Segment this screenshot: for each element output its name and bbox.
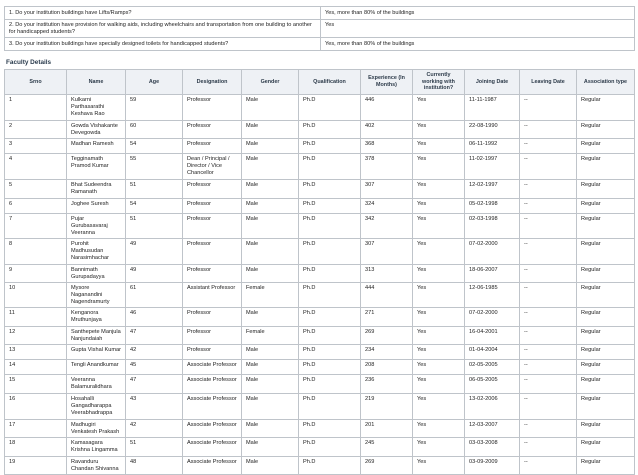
- cell-association-type: Regular: [577, 393, 635, 419]
- cell-joining-date: 06-11-1992: [465, 139, 520, 154]
- cell-leaving-date: --: [520, 120, 577, 138]
- cell-association-type: Regular: [577, 264, 635, 282]
- cell-qualification: Ph.D: [299, 308, 361, 326]
- cell-experience: 269: [361, 456, 413, 474]
- cell-currently-working: Yes: [413, 264, 465, 282]
- cell-designation: Professor: [183, 120, 242, 138]
- question-row: [5, 38, 635, 51]
- cell-joining-date: 16-04-2001: [465, 326, 520, 344]
- cell-leaving-date: --: [520, 198, 577, 213]
- cell-currently-working: Yes: [413, 375, 465, 393]
- cell-currently-working: Yes: [413, 456, 465, 474]
- cell-qualification: Ph.D: [299, 94, 361, 120]
- cell-association-type: Regular: [577, 345, 635, 360]
- cell-designation: Associate Professor: [183, 438, 242, 456]
- faculty-row: [5, 180, 635, 198]
- cell-joining-date: 13-02-2006: [465, 393, 520, 419]
- cell-currently-working: Yes: [413, 360, 465, 375]
- cell-name: Ravanduru Chandan Shivanna: [67, 456, 126, 474]
- cell-qualification: Ph.D: [299, 198, 361, 213]
- cell-srno: 17: [5, 419, 67, 437]
- cell-srno: 4: [5, 154, 67, 180]
- cell-qualification: Ph.D: [299, 345, 361, 360]
- cell-association-type: Regular: [577, 360, 635, 375]
- cell-currently-working: Yes: [413, 283, 465, 308]
- cell-name: Madhugiri Venkatesh Prakash: [67, 419, 126, 437]
- faculty-row: [5, 120, 635, 138]
- cell-srno: 3: [5, 139, 67, 154]
- cell-experience: 324: [361, 198, 413, 213]
- cell-experience: 269: [361, 326, 413, 344]
- cell-gender: Female: [242, 326, 299, 344]
- cell-currently-working: Yes: [413, 239, 465, 264]
- answer-text: Yes: [321, 20, 635, 38]
- cell-joining-date: 11-02-1997: [465, 154, 520, 180]
- col-header-association-type: Association type: [577, 70, 635, 94]
- cell-age: 47: [126, 326, 183, 344]
- cell-leaving-date: --: [520, 456, 577, 474]
- faculty-table: [4, 69, 635, 475]
- cell-leaving-date: --: [520, 283, 577, 308]
- faculty-row: [5, 264, 635, 282]
- cell-age: 49: [126, 239, 183, 264]
- cell-gender: Female: [242, 283, 299, 308]
- cell-designation: Associate Professor: [183, 419, 242, 437]
- cell-leaving-date: --: [520, 94, 577, 120]
- cell-joining-date: 18-06-2007: [465, 264, 520, 282]
- cell-gender: Male: [242, 438, 299, 456]
- faculty-row: [5, 326, 635, 344]
- cell-name: Veeranna Balamuralidhara: [67, 375, 126, 393]
- col-header-qualification: Qualification: [299, 70, 361, 94]
- cell-experience: 201: [361, 419, 413, 437]
- col-header-joining-date: Joining Date: [465, 70, 520, 94]
- cell-designation: Professor: [183, 94, 242, 120]
- cell-association-type: Regular: [577, 456, 635, 474]
- cell-gender: Male: [242, 120, 299, 138]
- cell-srno: 11: [5, 308, 67, 326]
- cell-name: Hosahalli Gangadharappa Veerabhadrappa: [67, 393, 126, 419]
- cell-srno: 2: [5, 120, 67, 138]
- cell-association-type: Regular: [577, 438, 635, 456]
- cell-gender: Male: [242, 94, 299, 120]
- cell-joining-date: 22-08-1990: [465, 120, 520, 138]
- cell-designation: Professor: [183, 308, 242, 326]
- faculty-row: [5, 213, 635, 238]
- cell-name: Madhan Ramesh: [67, 139, 126, 154]
- cell-joining-date: 02-05-2005: [465, 360, 520, 375]
- cell-srno: 6: [5, 198, 67, 213]
- cell-name: Bhat Sudeendra Ramanath: [67, 180, 126, 198]
- col-header-age: Age: [126, 70, 183, 94]
- cell-leaving-date: --: [520, 264, 577, 282]
- cell-experience: 208: [361, 360, 413, 375]
- cell-designation: Professor: [183, 180, 242, 198]
- cell-age: 45: [126, 360, 183, 375]
- cell-experience: 444: [361, 283, 413, 308]
- cell-currently-working: Yes: [413, 345, 465, 360]
- cell-name: Kamasagara Krishna Lingamma: [67, 438, 126, 456]
- col-header-currently-working: Currently working with institution?: [413, 70, 465, 94]
- cell-srno: 7: [5, 213, 67, 238]
- cell-association-type: Regular: [577, 283, 635, 308]
- cell-designation: Associate Professor: [183, 360, 242, 375]
- faculty-row: [5, 438, 635, 456]
- cell-joining-date: 11-11-1987: [465, 94, 520, 120]
- cell-srno: 10: [5, 283, 67, 308]
- cell-name: Gowda Vishakante Devegowda: [67, 120, 126, 138]
- cell-currently-working: Yes: [413, 326, 465, 344]
- cell-srno: 13: [5, 345, 67, 360]
- cell-srno: 16: [5, 393, 67, 419]
- faculty-row: [5, 360, 635, 375]
- cell-qualification: Ph.D: [299, 264, 361, 282]
- cell-gender: Male: [242, 213, 299, 238]
- cell-qualification: Ph.D: [299, 154, 361, 180]
- faculty-row: [5, 154, 635, 180]
- cell-experience: 402: [361, 120, 413, 138]
- cell-leaving-date: --: [520, 375, 577, 393]
- cell-age: 55: [126, 154, 183, 180]
- cell-gender: Male: [242, 264, 299, 282]
- faculty-row: [5, 94, 635, 120]
- cell-association-type: Regular: [577, 213, 635, 238]
- cell-experience: 307: [361, 180, 413, 198]
- col-header-name: Name: [67, 70, 126, 94]
- cell-currently-working: Yes: [413, 154, 465, 180]
- faculty-row: [5, 139, 635, 154]
- cell-gender: Male: [242, 393, 299, 419]
- cell-srno: 18: [5, 438, 67, 456]
- cell-association-type: Regular: [577, 375, 635, 393]
- cell-gender: Male: [242, 345, 299, 360]
- cell-joining-date: 01-04-2004: [465, 345, 520, 360]
- cell-joining-date: 05-02-1998: [465, 198, 520, 213]
- cell-qualification: Ph.D: [299, 213, 361, 238]
- cell-qualification: Ph.D: [299, 326, 361, 344]
- cell-designation: Professor: [183, 326, 242, 344]
- cell-gender: Male: [242, 375, 299, 393]
- cell-association-type: Regular: [577, 139, 635, 154]
- cell-leaving-date: --: [520, 213, 577, 238]
- cell-joining-date: 03-03-2008: [465, 438, 520, 456]
- cell-joining-date: 06-05-2005: [465, 375, 520, 393]
- cell-age: 54: [126, 198, 183, 213]
- cell-qualification: Ph.D: [299, 239, 361, 264]
- cell-name: Tengli Anandkumar: [67, 360, 126, 375]
- cell-currently-working: Yes: [413, 393, 465, 419]
- cell-gender: Male: [242, 139, 299, 154]
- col-header-gender: Gender: [242, 70, 299, 94]
- cell-experience: 219: [361, 393, 413, 419]
- cell-association-type: Regular: [577, 308, 635, 326]
- faculty-row: [5, 419, 635, 437]
- cell-leaving-date: --: [520, 419, 577, 437]
- faculty-row: [5, 393, 635, 419]
- cell-age: 42: [126, 419, 183, 437]
- faculty-row: [5, 283, 635, 308]
- faculty-table-body: [5, 94, 635, 475]
- cell-joining-date: 12-06-1985: [465, 283, 520, 308]
- accessibility-questions-table: [4, 6, 635, 51]
- cell-currently-working: Yes: [413, 180, 465, 198]
- cell-srno: 9: [5, 264, 67, 282]
- cell-leaving-date: --: [520, 393, 577, 419]
- cell-currently-working: Yes: [413, 213, 465, 238]
- col-header-srno: Srno: [5, 70, 67, 94]
- question-row: [5, 7, 635, 20]
- cell-experience: 245: [361, 438, 413, 456]
- faculty-header-row: [5, 70, 635, 94]
- cell-srno: 12: [5, 326, 67, 344]
- cell-age: 46: [126, 308, 183, 326]
- cell-experience: 234: [361, 345, 413, 360]
- cell-age: 51: [126, 180, 183, 198]
- cell-association-type: Regular: [577, 239, 635, 264]
- cell-leaving-date: --: [520, 139, 577, 154]
- cell-designation: Professor: [183, 264, 242, 282]
- col-header-designation: Designation: [183, 70, 242, 94]
- cell-leaving-date: --: [520, 308, 577, 326]
- cell-gender: Male: [242, 419, 299, 437]
- cell-age: 61: [126, 283, 183, 308]
- cell-experience: 271: [361, 308, 413, 326]
- cell-age: 59: [126, 94, 183, 120]
- cell-currently-working: Yes: [413, 139, 465, 154]
- cell-leaving-date: --: [520, 438, 577, 456]
- cell-leaving-date: --: [520, 154, 577, 180]
- faculty-row: [5, 308, 635, 326]
- cell-name: Mysore Naganandini Nagendramurty: [67, 283, 126, 308]
- cell-designation: Professor: [183, 239, 242, 264]
- cell-qualification: Ph.D: [299, 139, 361, 154]
- cell-qualification: Ph.D: [299, 438, 361, 456]
- cell-designation: Professor: [183, 213, 242, 238]
- cell-age: 47: [126, 375, 183, 393]
- cell-qualification: Ph.D: [299, 375, 361, 393]
- cell-qualification: Ph.D: [299, 360, 361, 375]
- question-row: [5, 20, 635, 38]
- col-header-experience: Experience (In Months): [361, 70, 413, 94]
- cell-association-type: Regular: [577, 419, 635, 437]
- cell-age: 42: [126, 345, 183, 360]
- cell-designation: Associate Professor: [183, 393, 242, 419]
- cell-name: Gupta Vishal Kumar: [67, 345, 126, 360]
- cell-designation: Dean / Principal / Director / Vice Chancellor: [183, 154, 242, 180]
- cell-experience: 446: [361, 94, 413, 120]
- cell-srno: 19: [5, 456, 67, 474]
- cell-currently-working: Yes: [413, 419, 465, 437]
- cell-qualification: Ph.D: [299, 180, 361, 198]
- faculty-row: [5, 345, 635, 360]
- faculty-row: [5, 375, 635, 393]
- cell-qualification: Ph.D: [299, 419, 361, 437]
- cell-experience: 342: [361, 213, 413, 238]
- cell-age: 51: [126, 438, 183, 456]
- cell-association-type: Regular: [577, 198, 635, 213]
- question-text: 2. Do your institution have provision for walking aids, including wheelchairs and transportation from one building to another for handicapped students?: [5, 20, 321, 38]
- cell-association-type: Regular: [577, 326, 635, 344]
- cell-gender: Male: [242, 239, 299, 264]
- answer-text: Yes, more than 80% of the buildings: [321, 38, 635, 51]
- cell-age: 43: [126, 393, 183, 419]
- cell-currently-working: Yes: [413, 198, 465, 213]
- cell-leaving-date: --: [520, 345, 577, 360]
- cell-joining-date: 12-03-2007: [465, 419, 520, 437]
- answer-text: Yes, more than 80% of the buildings: [321, 7, 635, 20]
- cell-designation: Associate Professor: [183, 375, 242, 393]
- cell-age: 60: [126, 120, 183, 138]
- cell-age: 48: [126, 456, 183, 474]
- cell-qualification: Ph.D: [299, 456, 361, 474]
- cell-designation: Professor: [183, 139, 242, 154]
- faculty-row: [5, 456, 635, 474]
- cell-designation: Assistant Professor: [183, 283, 242, 308]
- cell-srno: 15: [5, 375, 67, 393]
- cell-leaving-date: --: [520, 326, 577, 344]
- cell-experience: 313: [361, 264, 413, 282]
- cell-srno: 5: [5, 180, 67, 198]
- cell-experience: 368: [361, 139, 413, 154]
- cell-currently-working: Yes: [413, 438, 465, 456]
- cell-designation: Associate Professor: [183, 456, 242, 474]
- cell-currently-working: Yes: [413, 308, 465, 326]
- cell-srno: 8: [5, 239, 67, 264]
- faculty-row: [5, 239, 635, 264]
- cell-designation: Professor: [183, 345, 242, 360]
- cell-association-type: Regular: [577, 180, 635, 198]
- cell-leaving-date: --: [520, 180, 577, 198]
- col-header-leaving-date: Leaving Date: [520, 70, 577, 94]
- cell-qualification: Ph.D: [299, 393, 361, 419]
- faculty-section-title: Faculty Details: [6, 59, 52, 67]
- cell-currently-working: Yes: [413, 120, 465, 138]
- cell-leaving-date: --: [520, 360, 577, 375]
- question-text: 1. Do your institution buildings have Lifts/Ramps?: [5, 7, 321, 20]
- cell-experience: 378: [361, 154, 413, 180]
- cell-joining-date: 07-02-2000: [465, 239, 520, 264]
- cell-experience: 307: [361, 239, 413, 264]
- cell-leaving-date: --: [520, 239, 577, 264]
- cell-association-type: Regular: [577, 154, 635, 180]
- cell-name: Tegginamath Pramod Kumar: [67, 154, 126, 180]
- cell-age: 51: [126, 213, 183, 238]
- cell-age: 54: [126, 139, 183, 154]
- question-text: 3. Do your institution buildings have specially designed toilets for handicapped students?: [5, 38, 321, 51]
- cell-srno: 14: [5, 360, 67, 375]
- cell-name: Joghee Suresh: [67, 198, 126, 213]
- cell-joining-date: 02-03-1998: [465, 213, 520, 238]
- cell-gender: Male: [242, 308, 299, 326]
- cell-name: Bannimath Gurupadayya: [67, 264, 126, 282]
- cell-age: 49: [126, 264, 183, 282]
- cell-gender: Male: [242, 180, 299, 198]
- cell-name: Kulkarni Parthasarathi Keshava Rao: [67, 94, 126, 120]
- cell-experience: 236: [361, 375, 413, 393]
- cell-association-type: Regular: [577, 94, 635, 120]
- cell-gender: Male: [242, 360, 299, 375]
- cell-joining-date: 07-02-2000: [465, 308, 520, 326]
- cell-gender: Male: [242, 456, 299, 474]
- cell-designation: Professor: [183, 198, 242, 213]
- faculty-row: [5, 198, 635, 213]
- cell-qualification: Ph.D: [299, 283, 361, 308]
- cell-name: Kenganora Mruthunjaya: [67, 308, 126, 326]
- cell-srno: 1: [5, 94, 67, 120]
- cell-name: Pujar Gurubasavaraj Veeranna: [67, 213, 126, 238]
- cell-association-type: Regular: [577, 120, 635, 138]
- cell-currently-working: Yes: [413, 94, 465, 120]
- cell-name: Santhepete Manjula Nanjundaiah: [67, 326, 126, 344]
- cell-qualification: Ph.D: [299, 120, 361, 138]
- cell-gender: Male: [242, 198, 299, 213]
- cell-joining-date: 03-09-2009: [465, 456, 520, 474]
- cell-joining-date: 12-02-1997: [465, 180, 520, 198]
- cell-name: Purohit Madhusudan Narasimhachar: [67, 239, 126, 264]
- cell-gender: Male: [242, 154, 299, 180]
